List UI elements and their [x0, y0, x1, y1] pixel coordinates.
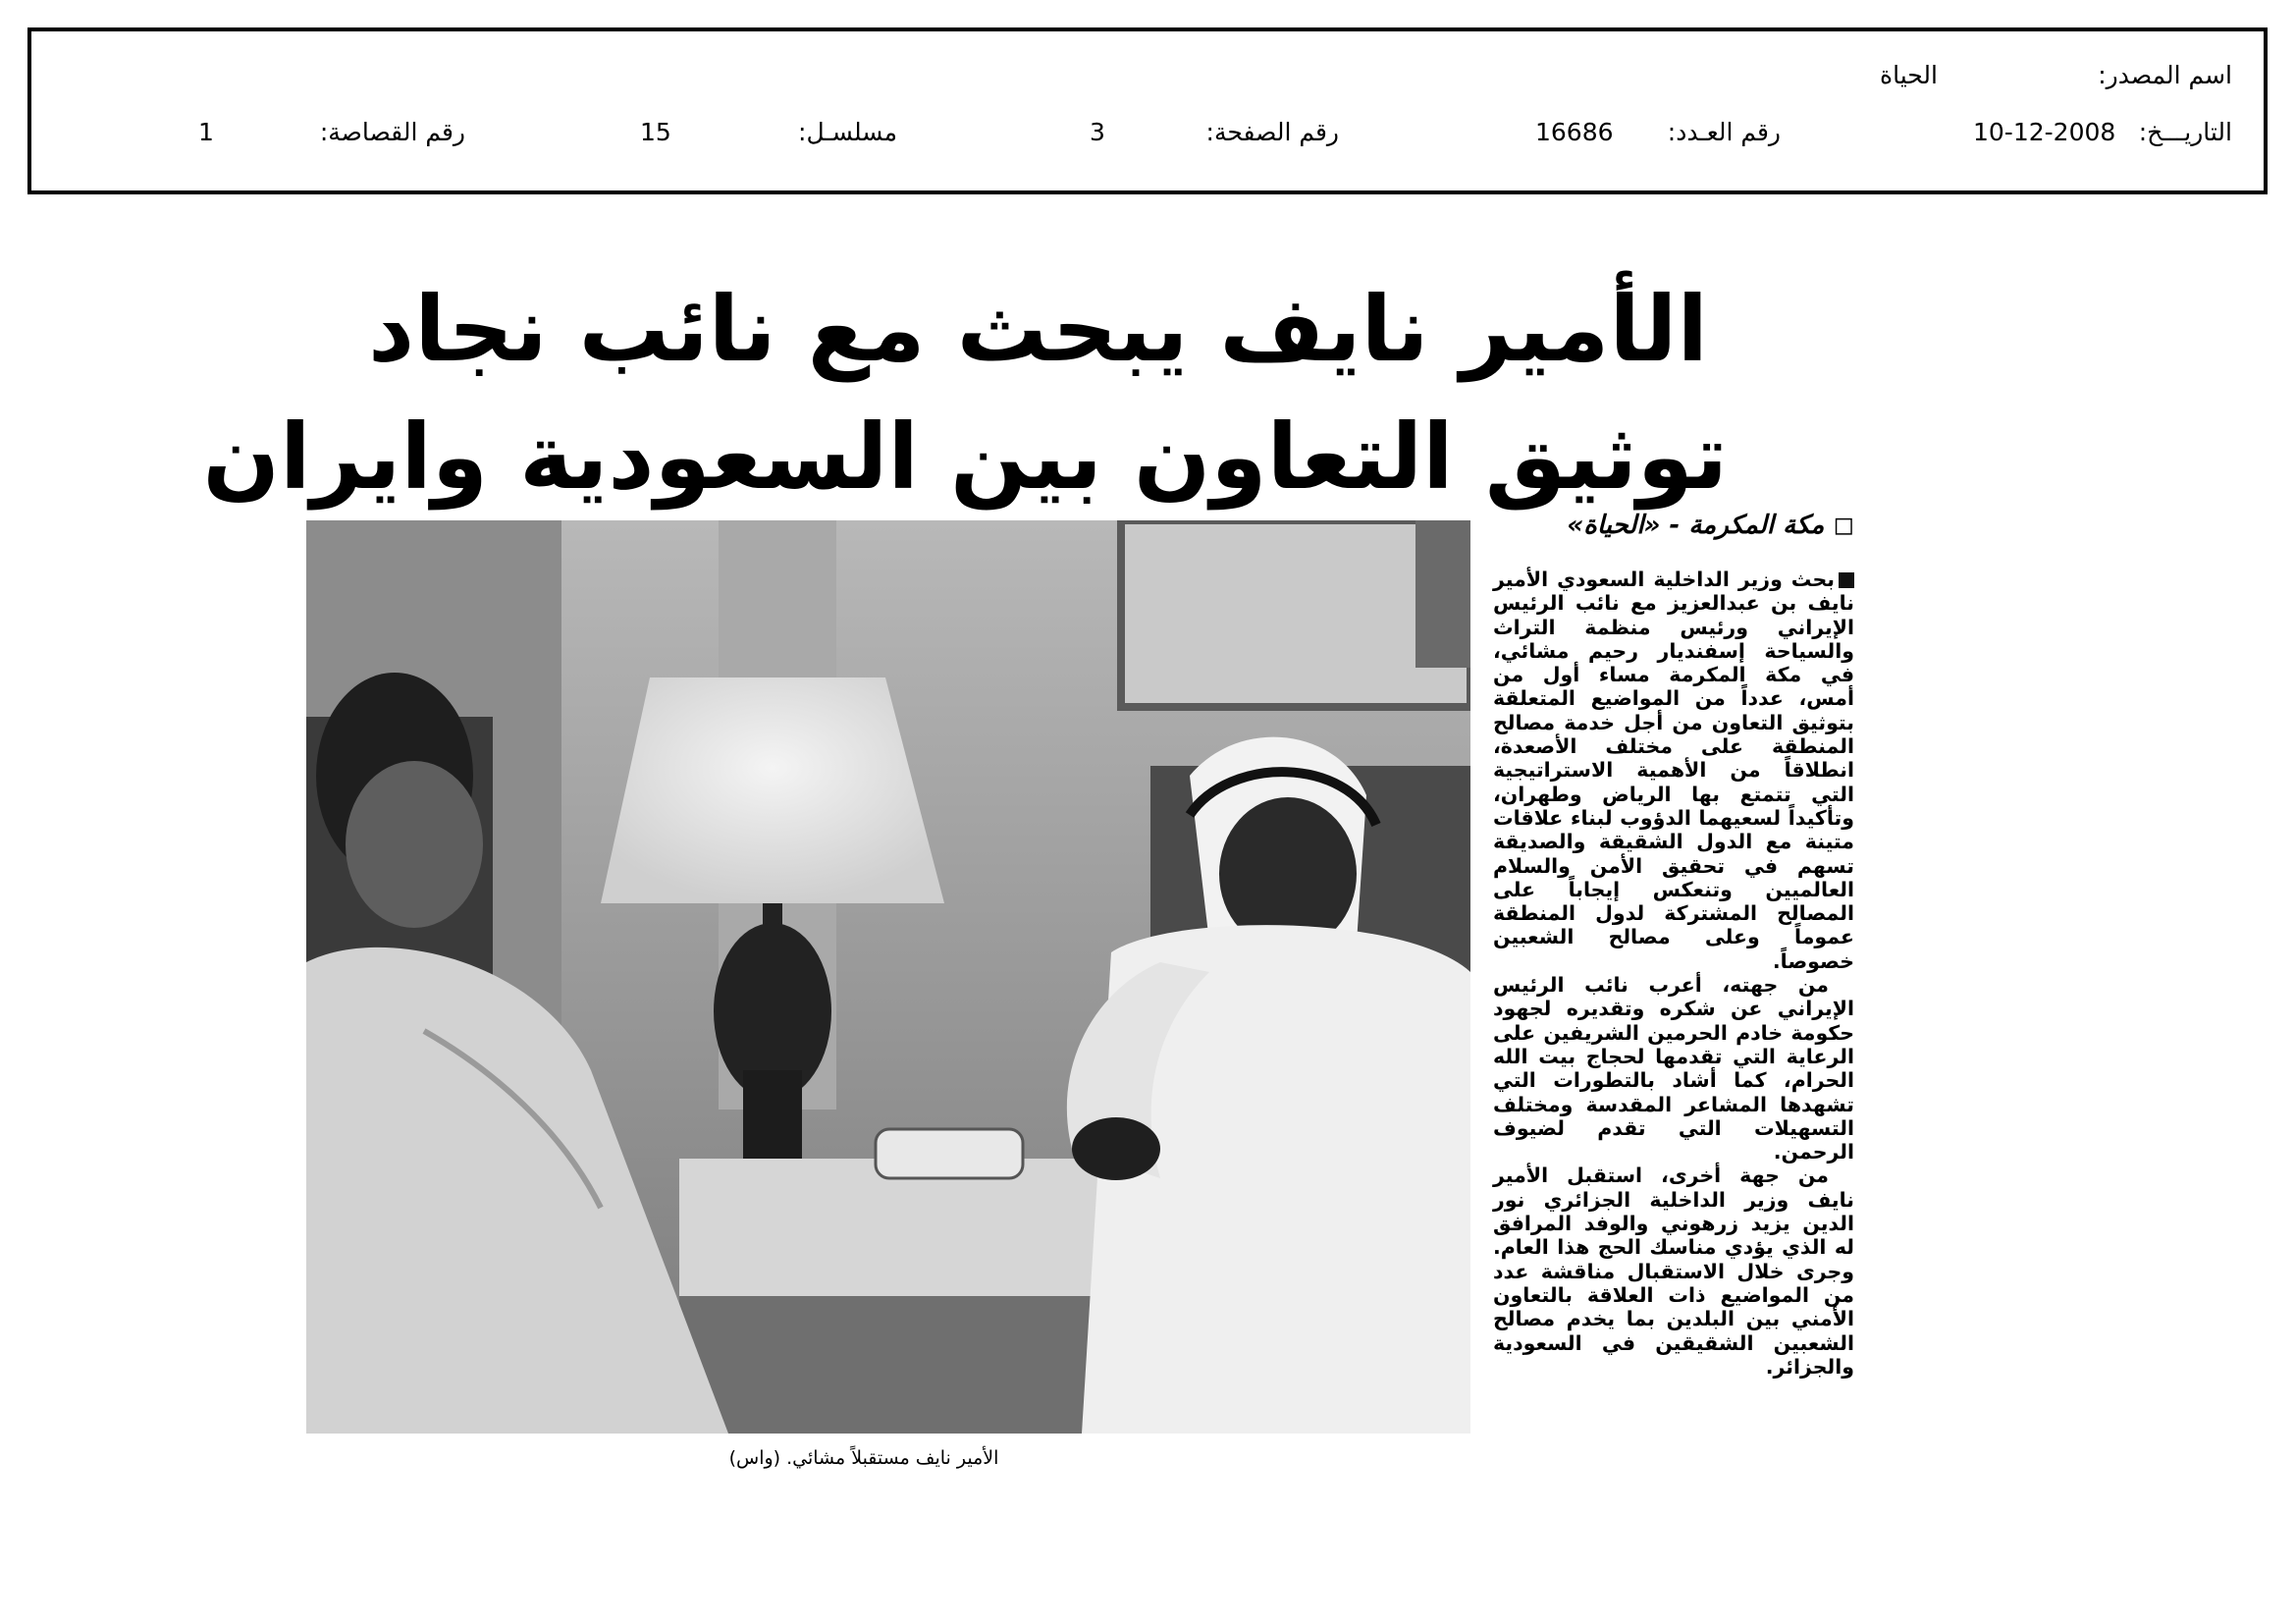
clip-label: رقم القصاصة:: [319, 118, 465, 146]
date-value: 10-12-2008: [1973, 118, 2116, 146]
photo-caption: الأمير نايف مستقبلاً مشائي. (واس): [728, 1447, 999, 1469]
issue-value: 16686: [1535, 118, 1614, 146]
article-paragraph: من جهته، أعرب نائب الرئيس الإيراني عن شكره وتقديره لجهود حكومة خادم الحرمين الشريفين على الرعاية التي تقدمها لحجاج بيت الله الحرام، كما أشاد بالتطورات التي تشهدها المشاعر المقدسة ومختلف التسهيلات التي تقدم لضيوف الرحمن.: [1493, 973, 1854, 1164]
source-label: اسم المصدر:: [2098, 61, 2232, 89]
date-label: التاريـــخ:: [2138, 118, 2232, 146]
serial-value: 15: [640, 118, 671, 146]
paragraph-bullet-icon: [1839, 572, 1854, 588]
issue-label: رقم العـدد:: [1667, 118, 1781, 146]
dateline: ◻ مكة المكرمة - «الحياة»: [1567, 511, 1854, 540]
news-photo: [306, 520, 1470, 1434]
photo-scene-illustration: [306, 520, 1470, 1434]
headline-line-1: الأمير نايف يبحث مع نائب نجاد: [368, 277, 1708, 382]
source-value: الحياة: [1880, 61, 1938, 89]
serial-label: مسلسـل:: [798, 118, 897, 146]
clip-value: 1: [198, 118, 214, 146]
article-body: [1493, 568, 1854, 1379]
article-paragraph: بحث وزير الداخلية السعودي الأمير نايف بن عبدالعزيز مع نائب الرئيس الإيراني ورئيس منظمة التراث والسياحة إسفنديار رحيم مشائي، في مكة المكرمة مساء أول من أمس، عدداً من المواضيع المتعلقة بتوثيق التعاون من أجل خدمة مصالح المنطقة على مختلف الأصعدة، انطلاقاً من الأهمية الاستراتيجية التي تتمتع بها الرياض وطهران، وتأكيداً لسعيهما الدؤوب لبناء علاقات متينة مع الدول الشقيقة والصديقة تسهم في تحقيق الأمن والسلام العالميين وتنعكس إيجاباً على المصالح المشتركة لدول المنطقة عموماً وعلى مصالح الشعبين خصوصاً.: [1493, 568, 1854, 973]
article-paragraph: من جهة أخرى، استقبل الأمير نايف وزير الداخلية الجزائري نور الدين يزيد زرهوني والوفد المرافق له الذي يؤدي مناسك الحج هذا العام. وجرى خلال الاستقبال مناقشة عدد من المواضيع ذات العلاقة بالتعاون الأمني بين البلدين بما يخدم مصالح الشعبين الشقيقين في السعودية والجزائر.: [1493, 1164, 1854, 1379]
headline-line-2: توثيق التعاون بين السعودية وايران: [202, 405, 1728, 510]
page-value: 3: [1090, 118, 1105, 146]
page-label: رقم الصفحة:: [1205, 118, 1339, 146]
clipping-metadata-box: [27, 27, 2268, 194]
